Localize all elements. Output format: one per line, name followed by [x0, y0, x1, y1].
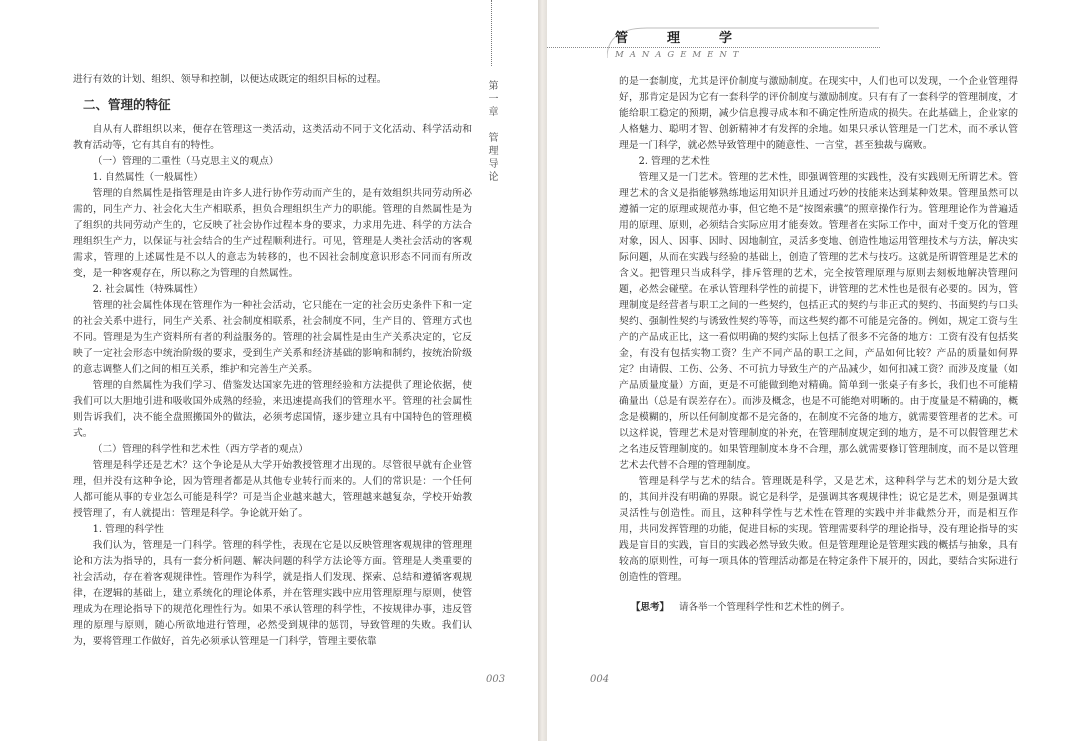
- science-text: 我们认为，管理是一门科学。管理的科学性，表现在它是以反映管理客观规律的管理理论和方法为指导的，具有一套分析问题、解决问题的科学方法论等方面。管理是人类重要的社会活动，存在着客观规律性。管理作为科学，就是指人们发现、探索、总结和遵循客观规律，在逻辑的基础上，建立系统化的理论体系，并在管理实践中应用管理原理与原则，使管理成为在理论指导下的规范化理性行为。如果不承认管理的科学性，不按规律办事，违反管理的原理与原则，随心所欲地进行管理，必然受到规律的惩罚，导致管理的失败。我们认为，要将管理工作做好，首先必须承认管理是一门科学，管理主要依靠: [73, 540, 472, 647]
- social-attribute-title: 2. 社会属性（特殊属性）: [92, 284, 204, 295]
- science-art-intro: 管理是科学还是艺术？这个争论是从大学开始教授管理才出现的。尽管很早就有企业管理，但并没有这种争论，因为管理者都是从其他专业转行而来的。人们的常识是：一个任何人都可能从事的专业怎么可能是科学？可是当企业越来越大，管理越来越复杂，学校开始教授管理了，有人就提出：管理是科学。争论就开始了。: [73, 460, 472, 519]
- intro-line: 进行有效的计划、组织、领导和控制，以便达成既定的组织目标的过程。: [73, 74, 387, 85]
- science-title: 1. 管理的科学性: [92, 524, 164, 535]
- page-number-left: 003: [486, 674, 506, 685]
- side-dotted-line: [491, 0, 492, 66]
- book-gutter: [538, 0, 547, 741]
- left-page: [0, 0, 538, 741]
- chapter-side-title: 第一章 管理导论: [486, 80, 497, 184]
- art-text: 管理又是一门艺术。管理的艺术性，即强调管理的实践性，没有实践则无所谓艺术。管理艺术的含义是指能够熟练地运用知识并且通过巧妙的技能来达到某种效果。管理虽然可以遵循一定的原理或规范办事，但它绝不是“按图索骥”的照章操作行为。管理理论作为普遍适用的原理、原则，必须结合实际应用才能奏效。管理者在实际工作中，面对千变万化的管理对象，因人、因事、因时、因地制宜，灵活多变地、创造性地运用管理技术与方法，解决实际问题，从而在实践与经验的基础上，创造了管理的艺术与技巧。这就是所谓管理是艺术的含义。把管理只当成科学，排斥管理的艺术，完全按管理原理与原则去刻板地解决管理问题，必然会碰壁。在承认管理科学性的前提下，讲管理的艺术性也是很有必要的。因为，管理制度是经营者与职工之间的一些契约，包括正式的契约与非正式的契约、书面契约与口头契约、强制性契约与诱致性契约等等，而这些契约都不可能是完备的。例如，规定工资与生产的产品成正比，这一看似明确的契约实际上包括了很多不完备的地方：工资有没有包括奖金，有没有包括实物工资？生产不同产品的职工之间，产品如何比较？产品的质量如何界定？由请假、工伤、公务、不可抗力导致生产的产品减少，如何扣减工资？而涉及度量（如产品质量度量）方面，更是不可能做到绝对精确。简单到一张桌子有多长，我们也不可能精确量出（总是有误差存在）。而涉及概念，也是不可能绝对明晰的。由于度量是不精确的，概念是模糊的，所以任何制度都不是完备的，在制度不完备的地方，就需要管理者的艺术。可以这样说，管理艺术是对管理制度的补充，在管理制度规定到的地方，是不可以假管理艺术之名违反管理制度的。如果管理制度本身不合理，那么就需要修订管理制度，而不是以管理艺术去代替不合理的管理制度。: [619, 172, 1018, 471]
- running-header: [547, 0, 1086, 70]
- page-number-right: 004: [590, 674, 610, 685]
- think-box: [619, 600, 1018, 616]
- think-question: 请各举一个管理科学性和艺术性的例子。: [679, 602, 851, 613]
- natural-attribute-title: 1. 自然属性（一般属性）: [92, 172, 204, 183]
- subsection-science-art-title: （二）管理的科学性和艺术性（西方学者的观点）: [92, 444, 309, 455]
- continued-text: 的是一套制度，尤其是评价制度与激励制度。在现实中，人们也可以发现，一个企业管理得好，那肯定是因为它有一套科学的评价制度与激励制度。只有有了一套科学的管理制度，才能给职工稳定的预期，减少信息搜寻成本和不确定性所造成的损失。在此基础上，企业家的人格魅力、聪明才智、创新精神才有发挥的余地。如果只承认管理是一门艺术，而不承认管理是一门科学，就必然导致管理中的随意性、一言堂，甚至独裁与腐败。: [619, 76, 1018, 151]
- section-title: 二、管理的特征: [83, 97, 171, 112]
- left-text-column: [73, 72, 472, 650]
- subsection-duality-title: （一）管理的二重性（马克思主义的观点）: [92, 156, 279, 167]
- header-book-title: 管 理 学: [615, 31, 746, 46]
- duality-summary-text: 管理的自然属性为我们学习、借鉴发达国家先进的管理经验和方法提供了理论依据，使我们可以大胆地引进和吸收国外成熟的经验，来迅速提高我们的管理水平。管理的社会属性则告诉我们，决不能全盘照搬国外的做法，必须考虑国情，逐步建立具有中国特色的管理模式。: [73, 380, 472, 439]
- header-dotted-rule: [547, 47, 880, 48]
- think-tag: 【思考】: [631, 602, 670, 613]
- natural-attribute-text: 管理的自然属性是指管理是由许多人进行协作劳动而产生的，是有效组织共同劳动所必需的，同生产力、社会化大生产相联系，担负合理组织生产力的职能。管理的自然属性是为了组织的共同劳动产生的，它反映了社会协作过程本身的要求，力求用先进、科学的方法合理组织生产力，以保证与社会结合的生产过程顺利进行。可见，管理是人类社会活动的客观需求，管理的上述属性是不以人的意志为转移的，也不因社会制度意识形态不同而有所改变，是一种客观存在，所以称之为管理的自然属性。: [73, 188, 472, 279]
- right-page: [547, 0, 1086, 741]
- science-art-unity-text: 管理是科学与艺术的结合。管理既是科学，又是艺术，这种科学与艺术的划分是大致的，其间并没有明确的界限。说它是科学，是强调其客观规律性；说它是艺术，则是强调其灵活性与创造性。而且，这种科学性与艺术性在管理的实践中并非截然分开，而是相互作用，共同发挥管理的功能，促进目标的实现。管理需要科学的理论指导，没有理论指导的实践是盲目的实践，盲目的实践必然导致失败。但是管理理论是管理实践的概括与抽象，具有较高的原则性，可每一项具体的管理活动都是在特定条件下展开的，因此，要结合实际进行创造性的管理。: [619, 476, 1018, 583]
- header-book-subtitle: MANAGEMENT: [615, 50, 745, 60]
- social-attribute-text: 管理的社会属性体现在管理作为一种社会活动，它只能在一定的社会历史条件下和一定的社会关系中进行，同生产关系、社会制度相联系，社会制度不同，生产目的、管理方式也不同。管理是为生产资料所有者的利益服务的。管理的社会属性是由生产关系决定的，它反映了一定社会形态中统治阶级的要求，受到生产关系和经济基础的影响和制约，按统治阶级的意志调整人们之间的相互关系，维护和完善生产关系。: [73, 300, 472, 375]
- art-title: 2. 管理的艺术性: [638, 156, 710, 167]
- right-text-column: [619, 74, 1018, 616]
- section-intro: 自从有人群组织以来，便存在管理这一类活动，这类活动不同于文化活动、科学活动和教育活动等，它有其自有的特性。: [73, 124, 472, 151]
